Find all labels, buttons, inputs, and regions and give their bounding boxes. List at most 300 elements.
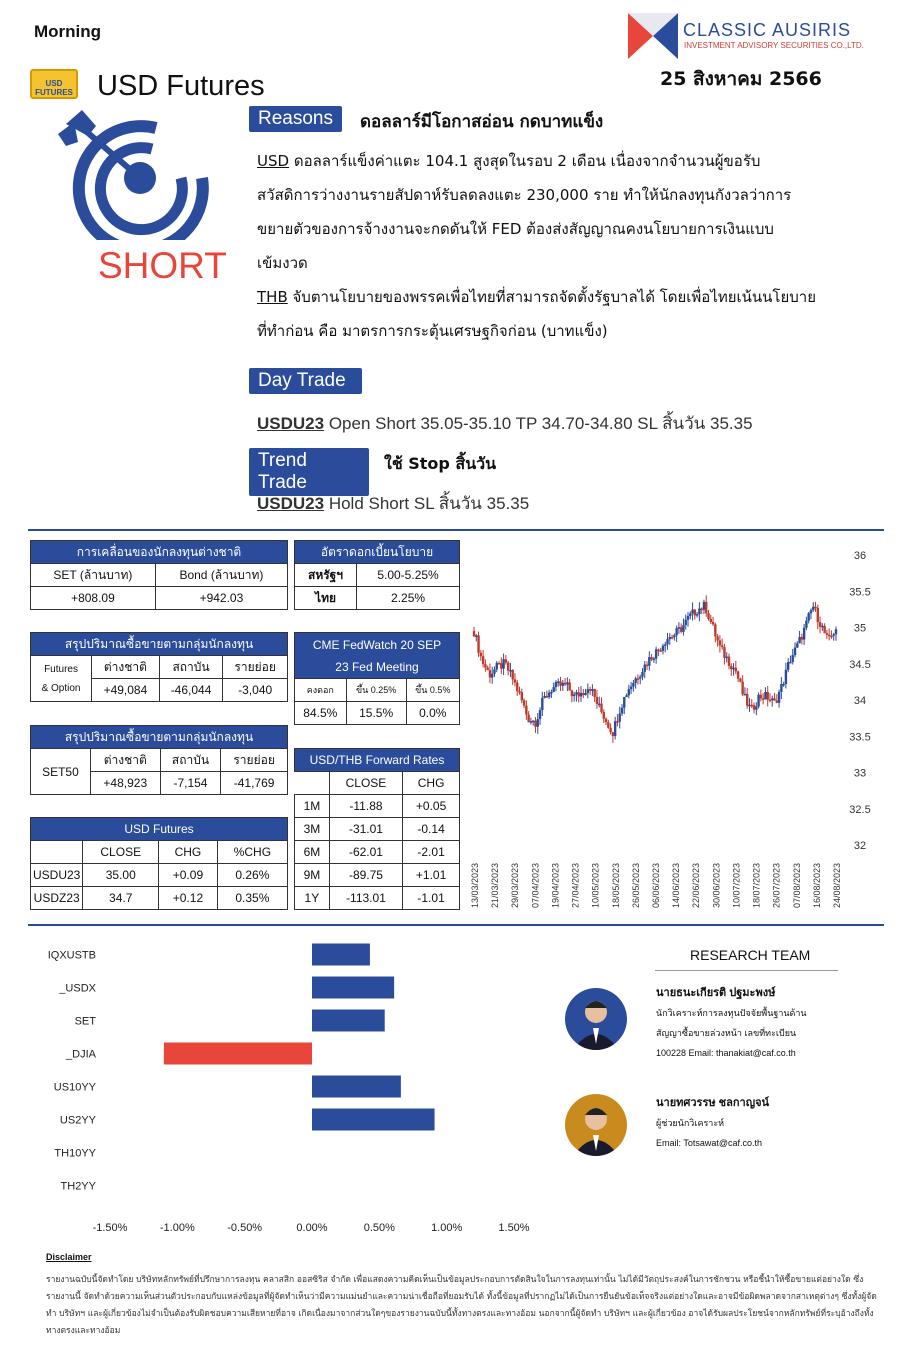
x-tick-label: -1.00% bbox=[159, 1222, 195, 1234]
member-name: นายธนะเกียรติ ปฐมะพงษ์ bbox=[656, 987, 776, 999]
candle-body bbox=[578, 692, 580, 696]
investor-header: รายย่อย bbox=[221, 749, 288, 772]
candle-body bbox=[678, 627, 680, 629]
candle-body bbox=[530, 721, 532, 723]
candle-body bbox=[568, 682, 570, 690]
fedwatch-header: ขึ้น 0.25% bbox=[346, 679, 406, 702]
candle-body bbox=[564, 683, 566, 685]
candle-body bbox=[609, 728, 611, 732]
thb-line-2: ที่ทำก่อน คือ มาตรการกระตุ้นเศรษฐกิจก่อน (บาทแข็ง) bbox=[257, 322, 608, 340]
candle-body bbox=[509, 670, 511, 672]
forward-tenor: 6M bbox=[295, 841, 330, 864]
candle-body bbox=[477, 635, 479, 652]
candle-body bbox=[712, 622, 714, 624]
candle-body bbox=[653, 659, 655, 661]
forward-chg: -2.01 bbox=[403, 841, 460, 864]
member-name: นายทศวรรษ ชลกาญจน์ bbox=[656, 1097, 770, 1109]
forward-chg: +0.05 bbox=[403, 795, 460, 818]
usd-futures-symbol: USDZ23 bbox=[31, 887, 83, 910]
investor-value: -7,154 bbox=[160, 772, 221, 795]
candle-body bbox=[616, 721, 618, 723]
candle-body bbox=[814, 607, 816, 609]
x-tick-label: 21/03/2023 bbox=[490, 862, 501, 908]
candle-body bbox=[828, 635, 830, 637]
y-tick-label: 34.5 bbox=[849, 658, 871, 671]
member-email: 100228 Email: thanakiat@caf.co.th bbox=[656, 1048, 796, 1058]
candle-body bbox=[666, 639, 668, 644]
candle-body bbox=[514, 679, 516, 682]
candle-body bbox=[739, 679, 741, 682]
candle-body bbox=[766, 692, 768, 700]
candle-body bbox=[755, 706, 757, 709]
x-tick-label: 16/08/2023 bbox=[811, 862, 822, 908]
x-tick-label: 26/07/2023 bbox=[771, 862, 782, 908]
fedwatch-value: 84.5% bbox=[295, 702, 347, 725]
x-tick-label: 14/06/2023 bbox=[671, 862, 682, 908]
candle-body bbox=[496, 663, 498, 670]
candle-body bbox=[582, 693, 584, 695]
candle-body bbox=[532, 721, 534, 723]
y-tick-label: 36 bbox=[853, 550, 867, 562]
bar-category-label: _DJIA bbox=[66, 1048, 96, 1061]
candle-body bbox=[498, 663, 500, 665]
candle-body bbox=[491, 674, 493, 678]
bar-category-label: _USDX bbox=[59, 982, 96, 995]
member-role: นักวิเคราะห์การลงทุนปัจจัยพื้นฐานด้าน bbox=[656, 1008, 807, 1018]
candle-body bbox=[543, 696, 545, 698]
usd-futures-chg: +0.12 bbox=[159, 887, 218, 910]
foreign-flow-bond: +942.03 bbox=[155, 587, 287, 610]
usd-line-2: สวัสดิการว่างงานรายสัปดาห์รับลดลงแตะ 230,000 ราย ทำให้นักลงทุนกังวลว่าการ bbox=[257, 186, 792, 204]
futures-investor-title: สรุปปริมาณซื้อขายตามกลุ่มนักลงทุน bbox=[31, 633, 288, 656]
investor-header: รายย่อย bbox=[223, 656, 288, 679]
fedwatch-table bbox=[294, 632, 460, 725]
candle-body bbox=[480, 653, 482, 656]
usd-label: USD bbox=[257, 152, 290, 170]
bar bbox=[312, 1010, 385, 1032]
member-email: Email: Totsawat@caf.co.th bbox=[656, 1138, 763, 1148]
policy-rate-value: 5.00-5.25% bbox=[357, 564, 460, 587]
day-trade-text: Open Short 35.05-35.10 TP 34.70-34.80 SL สิ้นวัน 35.35 bbox=[324, 414, 753, 433]
candle-body bbox=[826, 633, 828, 635]
page-title: USD Futures bbox=[97, 70, 265, 102]
bar bbox=[312, 977, 394, 999]
investor-value: +48,923 bbox=[90, 772, 160, 795]
candle-body bbox=[673, 635, 675, 637]
candle-body bbox=[559, 681, 561, 685]
candle-body bbox=[550, 692, 552, 694]
candle-body bbox=[630, 687, 632, 690]
thb-label: THB bbox=[257, 288, 288, 306]
candle-body bbox=[516, 683, 518, 692]
thb-line-1 bbox=[257, 280, 897, 314]
candle-body bbox=[741, 682, 743, 695]
x-tick-label: 1.00% bbox=[431, 1222, 463, 1234]
candle-body bbox=[698, 609, 700, 615]
candle-body bbox=[575, 692, 577, 694]
disclaimer-text: รายงานฉบับนี้จัดทำโดย บริษัทหลักทรัพย์ที่ปรึกษาการลงทุน คลาสสิก ออสซิริส จำกัด เพื่อแสดงความคิดเห็นเป็นข้อมูลประกอบการตัดสินใจในการลงทุนเท่านั้น ไม่ได้มีวัตถุประสงค์ในการชักชวน หรือชี้นำให้ซื้อขายแต่อย่างใด ซึ่งรายงานนี้ จัดทำด้วยความเห็นส่วนตัวประกอบกับแหล่งข้อมูลที่ผู้จัดทำเห็นว่ามีความแม่นยำและความน่าเชื่อถือที่ยอมรับได้ ทั้งนี้ข้อมูลที่ปรากฏไม่ได้เป็นการยืนยันข้อเท็จจริงแต่อย่างใดและอาจมีข้อผิดพลาดจากสาเหตุต่างๆ ซึ่งทั้งผู้จัดทำ บริษัทฯ และผู้เกี่ยวข้องไม่จำเป็นต้องรับผิดชอบความเสียหายที่อาจ เกิดเนื่องมาจากส่วนใดๆของรายงานฉบับนี้ทั้งทางตรงและทางอ้อม นอกจากนี้ผู้จัดทำ บริษัทฯ และผู้เกี่ยวข้อง อาจได้รับผลประโยชน์จากหลักทรัพย์ที่ระบุอ้างถึงทั้งทางตรงและทางอ้อม bbox=[46, 1275, 877, 1336]
candle-body bbox=[807, 613, 809, 620]
candle-body bbox=[600, 704, 602, 712]
candle-body bbox=[710, 619, 712, 622]
x-tick-label: 07/04/2023 bbox=[530, 862, 541, 908]
candle-body bbox=[571, 690, 573, 696]
bar bbox=[164, 1043, 312, 1065]
thb-text-1: จับตานโยบายของพรรคเพื่อไทยที่สามารถจัดตั้งรัฐบาลได้ โดยเพื่อไทยเน้นนโยบาย bbox=[287, 288, 817, 306]
candle-body bbox=[716, 636, 718, 640]
candle-body bbox=[523, 700, 525, 705]
x-tick-label: 19/04/2023 bbox=[550, 862, 561, 908]
candle-body bbox=[776, 700, 778, 702]
candle-body bbox=[762, 698, 764, 700]
research-team-title: RESEARCH TEAM bbox=[690, 947, 811, 963]
research-member-2 bbox=[656, 1093, 769, 1153]
candle-body bbox=[810, 610, 812, 613]
forward-chg: -0.14 bbox=[403, 818, 460, 841]
session-label: Morning bbox=[34, 22, 102, 41]
candle-body bbox=[691, 610, 693, 614]
candle-body bbox=[689, 613, 691, 616]
candle-body bbox=[596, 697, 598, 704]
usd-text-1: ดอลลาร์แข็งค่าแตะ 104.1 สูงสุดในรอบ 2 เดือน เนื่องจากจำนวนผู้ขอรับ bbox=[289, 152, 761, 170]
candle-body bbox=[801, 637, 803, 640]
investor-header: สถาบัน bbox=[160, 749, 221, 772]
candle-body bbox=[757, 695, 759, 707]
candle-body bbox=[687, 616, 689, 620]
forward-close: -89.75 bbox=[329, 864, 402, 887]
candle-body bbox=[787, 662, 789, 670]
trend-trade-text: Hold Short SL สิ้นวัน 35.35 bbox=[324, 494, 530, 513]
candle-body bbox=[482, 656, 484, 664]
candle-body bbox=[778, 692, 780, 703]
candle-body bbox=[657, 649, 659, 651]
brand-logo-mark bbox=[628, 13, 678, 59]
day-trade-tag: Day Trade bbox=[249, 368, 362, 394]
candle-body bbox=[539, 710, 541, 719]
usd-futures-title: USD Futures bbox=[31, 818, 288, 841]
x-tick-label: 27/04/2023 bbox=[570, 862, 581, 908]
fedwatch-header: คงดอก bbox=[295, 679, 347, 702]
foreign-flow-title: การเคลื่อนของนักลงทุนต่างชาติ bbox=[31, 541, 288, 564]
position-label: SHORT bbox=[98, 245, 227, 286]
candle-body bbox=[475, 635, 477, 637]
fedwatch-title: CME FedWatch 20 SEP 23 Fed Meeting bbox=[295, 633, 460, 679]
y-tick-label: 33 bbox=[853, 767, 867, 780]
candle-body bbox=[621, 708, 623, 714]
candle-body bbox=[694, 610, 696, 616]
candle-body bbox=[634, 678, 636, 683]
reasons-headline: ดอลลาร์มีโอกาสอ่อน กดบาทแข็ง bbox=[360, 112, 604, 132]
candle-body bbox=[703, 602, 705, 610]
usd-futures-header: %CHG bbox=[217, 841, 287, 864]
candle-body bbox=[648, 657, 650, 666]
candle-body bbox=[493, 669, 495, 673]
bar bbox=[312, 1109, 435, 1131]
forward-rates-title: USD/THB Forward Rates bbox=[295, 749, 460, 772]
forward-tenor: 3M bbox=[295, 818, 330, 841]
candle-body bbox=[641, 672, 643, 677]
x-tick-label: 06/06/2023 bbox=[651, 862, 661, 908]
candle-body bbox=[728, 657, 730, 666]
member-detail: สัญญาซื้อขายล่วงหน้า เลขที่ทะเบียน bbox=[656, 1028, 797, 1038]
candle-body bbox=[723, 647, 725, 658]
candle-body bbox=[760, 695, 762, 699]
brand-name: CLASSIC AUSIRIS bbox=[683, 20, 852, 40]
top-divider bbox=[28, 529, 884, 531]
candle-body bbox=[782, 684, 784, 686]
candle-body bbox=[598, 704, 600, 706]
candle-body bbox=[625, 695, 627, 697]
policy-rate-value: 2.25% bbox=[357, 587, 460, 610]
x-tick-label: 10/07/2023 bbox=[731, 862, 742, 908]
usd-futures-table bbox=[30, 817, 288, 910]
bar bbox=[312, 1076, 401, 1098]
candle-body bbox=[587, 689, 589, 693]
candle-body bbox=[812, 607, 814, 610]
usd-futures-logo: USD FUTURES bbox=[30, 69, 78, 99]
bar-category-label: TH10YY bbox=[54, 1147, 96, 1160]
x-tick-label: 18/05/2023 bbox=[610, 862, 621, 908]
candle-body bbox=[705, 602, 707, 613]
policy-rate-country: สหรัฐฯ bbox=[295, 564, 357, 587]
day-trade-line bbox=[257, 410, 753, 437]
candle-body bbox=[707, 613, 709, 619]
candle-body bbox=[591, 689, 593, 691]
candle-body bbox=[639, 677, 641, 679]
candle-body bbox=[751, 705, 753, 707]
investor-value: -41,769 bbox=[221, 772, 288, 795]
brand-subtitle: INVESTMENT ADVISORY SECURITIES CO.,LTD. bbox=[684, 41, 864, 50]
foreign-flow-col-bond: Bond (ล้านบาท) bbox=[155, 564, 287, 587]
candle-body bbox=[773, 698, 775, 700]
usd-line-4: เข้มงวด bbox=[257, 254, 308, 272]
candle-body bbox=[753, 705, 755, 710]
x-tick-label: 10/05/2023 bbox=[590, 862, 601, 908]
candle-body bbox=[659, 650, 661, 652]
candle-body bbox=[744, 694, 746, 696]
forward-tenor: 1Y bbox=[295, 887, 330, 910]
x-tick-label: 0.00% bbox=[296, 1222, 328, 1234]
candle-body bbox=[798, 637, 800, 643]
candle-body bbox=[623, 697, 625, 708]
candle-body bbox=[562, 683, 564, 686]
candle-body bbox=[644, 665, 646, 672]
usd-futures-close: 34.7 bbox=[83, 887, 159, 910]
candle-body bbox=[796, 643, 798, 647]
y-tick-label: 35 bbox=[853, 622, 867, 635]
candle-body bbox=[527, 715, 529, 723]
forward-header: CHG bbox=[403, 772, 460, 795]
set50-label: SET50 bbox=[31, 749, 91, 795]
candle-body bbox=[696, 614, 698, 616]
forward-rates-table bbox=[294, 748, 460, 910]
x-tick-label: 26/05/2023 bbox=[630, 862, 641, 908]
x-tick-label: -1.50% bbox=[92, 1222, 128, 1234]
candle-body bbox=[655, 649, 657, 658]
candle-body bbox=[789, 662, 791, 664]
investor-header: สถาบัน bbox=[159, 656, 223, 679]
foreign-flow-col-set: SET (ล้านบาท) bbox=[31, 564, 156, 587]
candle-body bbox=[518, 691, 520, 693]
candle-body bbox=[785, 670, 787, 684]
candle-body bbox=[780, 684, 782, 692]
candle-body bbox=[607, 722, 609, 728]
research-member-1 bbox=[656, 983, 807, 1063]
y-tick-label: 32 bbox=[853, 840, 867, 852]
candle-body bbox=[573, 694, 575, 696]
candle-body bbox=[548, 693, 550, 698]
candle-body bbox=[603, 712, 605, 719]
candle-body bbox=[662, 646, 664, 651]
candle-body bbox=[534, 721, 536, 727]
candle-body bbox=[833, 634, 835, 636]
candle-body bbox=[507, 663, 509, 671]
candle-body bbox=[737, 671, 739, 678]
candle-body bbox=[792, 655, 794, 662]
candle-body bbox=[664, 644, 666, 646]
candle-body bbox=[605, 719, 607, 722]
candle-body bbox=[730, 666, 732, 669]
forward-header: CLOSE bbox=[329, 772, 402, 795]
report-date: 25 สิงหาคม 2566 bbox=[660, 68, 822, 90]
candle-body bbox=[830, 636, 832, 638]
reasons-tag: Reasons bbox=[249, 106, 342, 132]
investor-header: ต่างชาติ bbox=[90, 749, 160, 772]
reasons-body bbox=[257, 144, 897, 348]
candle-body bbox=[726, 657, 728, 659]
forward-close: -11.88 bbox=[329, 795, 402, 818]
candle-body bbox=[566, 682, 568, 684]
candle-body bbox=[671, 637, 673, 639]
investor-value: -3,040 bbox=[223, 679, 288, 702]
candle-body bbox=[555, 682, 557, 687]
y-tick-label: 33.5 bbox=[849, 731, 871, 744]
candle-body bbox=[714, 624, 716, 636]
usd-futures-symbol: USDU23 bbox=[31, 864, 83, 887]
usd-futures-chg: +0.09 bbox=[159, 864, 218, 887]
candle-body bbox=[619, 714, 621, 722]
bar-category-label: SET bbox=[74, 1015, 96, 1028]
candle-body bbox=[541, 698, 543, 710]
middle-divider bbox=[28, 924, 884, 926]
candle-body bbox=[719, 640, 721, 645]
disclaimer-heading: Disclaimer bbox=[46, 1252, 92, 1262]
candle-body bbox=[821, 626, 823, 628]
foreign-flow-table bbox=[30, 540, 288, 610]
trend-trade-line bbox=[257, 490, 529, 517]
candle-body bbox=[484, 664, 486, 667]
set50-investor-title: สรุปปริมาณซื้อขายตามกลุ่มนักลงทุน bbox=[31, 726, 288, 749]
research-team-underline bbox=[655, 970, 838, 971]
investor-value: +49,084 bbox=[92, 679, 160, 702]
candle-body bbox=[580, 693, 582, 696]
candle-body bbox=[794, 647, 796, 655]
candle-body bbox=[584, 693, 586, 695]
candle-body bbox=[685, 620, 687, 625]
candle-body bbox=[721, 645, 723, 647]
candle-body bbox=[669, 637, 671, 639]
bar-category-label: IQXUSTB bbox=[47, 949, 96, 962]
forward-close: -62.01 bbox=[329, 841, 402, 864]
usd-futures-header: CLOSE bbox=[83, 841, 159, 864]
candle-body bbox=[525, 706, 527, 715]
member-role: ผู้ช่วยนักวิเคราะห์ bbox=[656, 1118, 725, 1128]
candle-body bbox=[502, 659, 504, 668]
bar bbox=[312, 944, 370, 966]
usd-line-3: ขยายตัวของการจ้างงานจะกดดันให้ FED ต้องส่งสัญญาณคงนโยบายการเงินแบบ bbox=[257, 220, 774, 238]
x-tick-label: 13/03/2023 bbox=[470, 862, 480, 908]
candle-body bbox=[805, 621, 807, 628]
investor-header: ต่างชาติ bbox=[92, 656, 160, 679]
futures-investor-label: Futures & Option bbox=[31, 656, 92, 702]
candle-body bbox=[803, 628, 805, 640]
usd-futures-header: CHG bbox=[159, 841, 218, 864]
candle-body bbox=[628, 689, 630, 695]
candle-body bbox=[612, 732, 614, 736]
candle-body bbox=[746, 694, 748, 706]
x-tick-label: 29/03/2023 bbox=[510, 862, 521, 908]
y-tick-label: 32.5 bbox=[849, 803, 871, 816]
candle-body bbox=[593, 689, 595, 697]
fedwatch-value: 15.5% bbox=[346, 702, 406, 725]
x-tick-label: 24/08/2023 bbox=[832, 862, 842, 908]
candle-body bbox=[614, 721, 616, 736]
forward-tenor: 1M bbox=[295, 795, 330, 818]
forward-tenor: 9M bbox=[295, 864, 330, 887]
candle-body bbox=[835, 629, 837, 634]
policy-rate-country: ไทย bbox=[295, 587, 357, 610]
candle-body bbox=[486, 668, 488, 671]
candle-body bbox=[473, 631, 475, 636]
usdthb-candlestick-chart bbox=[466, 540, 886, 916]
candle-body bbox=[537, 719, 539, 727]
candle-body bbox=[521, 692, 523, 700]
candle-body bbox=[700, 609, 702, 611]
candle-body bbox=[552, 687, 554, 692]
candle-body bbox=[735, 668, 737, 672]
candle-body bbox=[505, 659, 507, 662]
candle-body bbox=[769, 700, 771, 702]
brand-logo bbox=[628, 13, 678, 63]
candle-body bbox=[682, 625, 684, 632]
avatar bbox=[565, 1094, 627, 1156]
x-tick-label: -0.50% bbox=[227, 1222, 263, 1234]
y-tick-label: 35.5 bbox=[849, 586, 871, 599]
usd-line-1 bbox=[257, 144, 897, 178]
fedwatch-value: 0.0% bbox=[406, 702, 459, 725]
investor-value: -46,044 bbox=[159, 679, 223, 702]
futures-investor-table bbox=[30, 632, 288, 702]
trend-trade-tag: Trend Trade bbox=[249, 448, 369, 496]
x-tick-label: 0.50% bbox=[363, 1222, 395, 1234]
candle-body bbox=[646, 665, 648, 667]
day-trade-symbol: USDU23 bbox=[257, 414, 325, 433]
set50-investor-table bbox=[30, 725, 288, 795]
candle-body bbox=[748, 705, 750, 707]
x-tick-label: 30/06/2023 bbox=[711, 862, 722, 908]
x-tick-label: 18/07/2023 bbox=[751, 862, 762, 908]
candle-body bbox=[764, 692, 766, 699]
x-tick-label: 22/06/2023 bbox=[691, 862, 702, 908]
candle-body bbox=[823, 626, 825, 633]
candle-body bbox=[637, 678, 639, 680]
target-icon bbox=[52, 100, 232, 244]
candle-body bbox=[546, 696, 548, 698]
candle-body bbox=[500, 663, 502, 668]
candle-body bbox=[771, 698, 773, 700]
bar-category-label: TH2YY bbox=[60, 1180, 96, 1193]
candle-body bbox=[650, 657, 652, 659]
